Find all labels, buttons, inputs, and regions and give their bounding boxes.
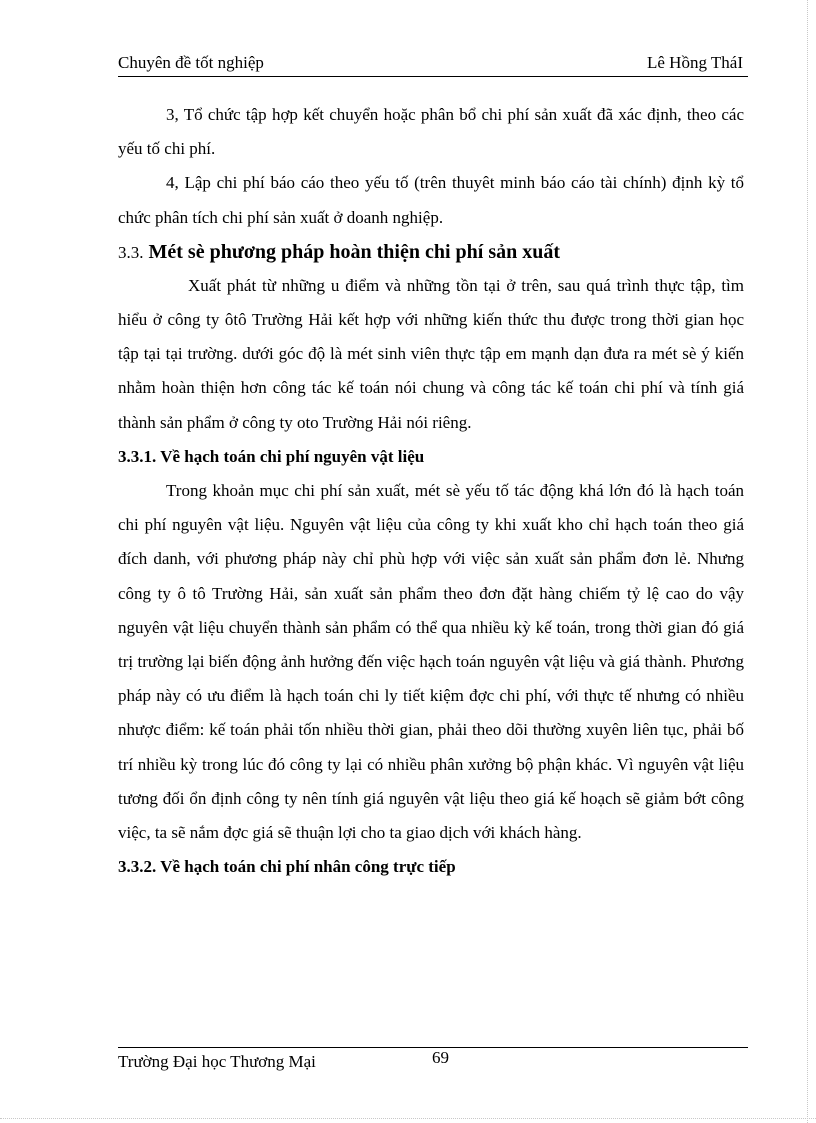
page-number: 69 — [432, 1048, 449, 1067]
header-title: Chuyên đề tốt nghiệp — [118, 53, 264, 72]
subsection-heading-1: 3.3.1. Về hạch toán chi phí nguyên vật liệu — [118, 446, 425, 466]
footer-school: Trường Đại học Thương Mại — [118, 1052, 316, 1071]
paragraph-item-4: 4, Lập chi phí báo cáo theo yếu tố (trên thuyêt minh báo cáo tài chính) định kỳ tổ chức phân tích chi phí sản xuất ở doanh nghiệp. — [118, 173, 744, 227]
section-title: Mét sè phương pháp hoàn thiện chi phí sản xuất — [148, 240, 561, 263]
page-footer — [118, 1047, 748, 1078]
subsection-heading-2: 3.3.2. Về hạch toán chi phí nhân công trực tiếp — [118, 857, 456, 877]
section-number: 3.3. — [118, 242, 144, 262]
header-author: Lê Hồng TháI — [647, 53, 743, 72]
page-body — [118, 98, 744, 884]
subsection-body-1: Trong khoản mục chi phí sản xuất, mét sè yếu tố tác động khá lớn đó là hạch toán chi phí nguyên vật liệu. Nguyên vật liệu của công ty khi xuất kho chỉ hạch toán theo giá đích danh, với phương pháp này chỉ phù hợp với việc sản xuất sản phẩm đơn lẻ. Nhưng công ty ô tô Trường Hải, sản xuất sản phẩm theo đơn đặt hàng chiếm tỷ lệ cao do vậy nguyên vật liệu chuyển thành sản phẩm có thể qua nhiều kỳ kế toán, trong thời gian đó giá trị trường lại biến động ảnh hưởng đến việc hạch toán nguyên vật liệu và giá thành. Phương pháp này có ưu điểm là hạch toán chi ly tiết kiệm đợc chi phí, với thực tế nhưng có nhiều nhược điểm: kế toán phải tốn nhiều thời gian, phải theo dõi thường xuyên liên tục, phải bố trí nhiều kỳ trong lúc đó công ty lại có nhiều phân xưởng bộ phận khác. Vì nguyên vật liệu tương đối ổn định công ty nên tính giá nguyên vật liệu theo giá kế hoạch sẽ giảm bớt công việc, ta sẽ nắm đợc giá sẽ thuận lợi cho ta giao dịch với khách hàng. — [118, 481, 744, 843]
page-edge-right — [807, 0, 808, 1123]
page-header — [118, 53, 748, 77]
paragraph-item-3: 3, Tổ chức tập hợp kết chuyển hoặc phân bổ chi phí sản xuất đã xác định, theo các yếu tố chi phí. — [118, 105, 744, 159]
section-intro: Xuất phát từ những u điểm và những tồn tại ở trên, sau quá trình thực tập, tìm hiểu ở công ty ôtô Trường Hải kết hợp với những kiến thức thu được trong thời gian học tập tại tại trường. dưới góc độ là mét sinh viên thực tập em mạnh dạn đưa ra mét sè ý kiến nhằm hoàn thiện hơn công tác kế toán nói chung và công tác kế toán chi phí và tính giá thành sản phẩm ở công ty oto Trường Hải nói riêng. — [118, 275, 744, 432]
section-heading — [118, 236, 744, 269]
page-edge-bottom — [0, 1118, 816, 1119]
